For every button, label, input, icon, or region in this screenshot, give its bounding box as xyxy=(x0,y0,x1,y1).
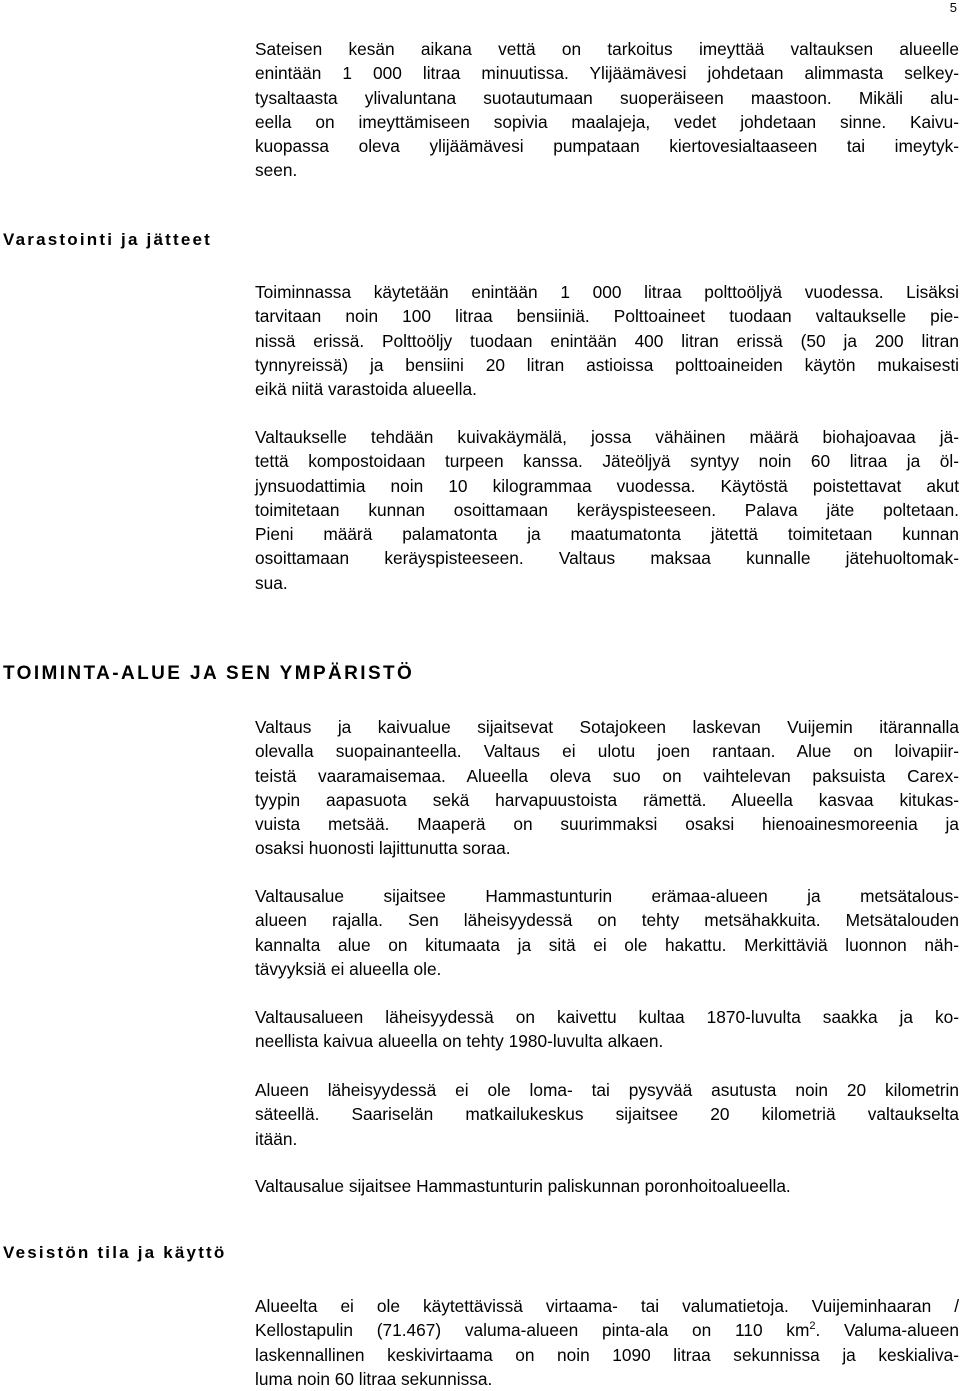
area-paragraph-1 xyxy=(255,715,959,861)
text-line: tävyyksiä ei alueella ole. xyxy=(255,958,442,979)
superscript: 2 xyxy=(809,1320,816,1333)
text-line: kuopassa oleva ylijäämävesi pumpataan kiertovesialtaaseen tai imeytyk- xyxy=(255,136,959,157)
text-line-with-superscript xyxy=(255,1318,959,1342)
text-line: Toiminnassa käytetään enintään 1 000 litraa polttoöljyä vuodessa. Lisäksi xyxy=(255,282,959,302)
area-paragraph-2 xyxy=(255,884,959,981)
text-line: enintään 1 000 litraa minuutissa. Ylijäämävesi johdetaan alimmasta selkey- xyxy=(255,63,959,84)
text-line: Pieni määrä palamatonta ja maatumatonta jätettä toimitetaan kunnan xyxy=(255,524,959,545)
text-line: Alueelta ei ole käytettävissä virtaama- tai valumatietoja. Vuijeminhaaran / xyxy=(255,1296,959,1316)
text-fragment: Kellostapulin (71.467) valuma-alueen pinta-ala on 110 km xyxy=(255,1320,810,1341)
text-line: Valtausalueen läheisyydessä on kaivettu kultaa 1870-luvulta saakka ja ko- xyxy=(255,1007,959,1027)
text-line: tynnyreissä) ja bensiini 20 litran astioissa polttoaineiden käytön mukaisesti xyxy=(255,354,959,375)
text-line: neellista kaivua alueella on tehty 1980-luvulta alkaen. xyxy=(255,1031,664,1052)
text-line: Valtausalue sijaitsee Hammastunturin erämaa-alueen ja metsätalous- xyxy=(255,886,959,906)
text-line: jynsuodattimia noin 10 kilogrammaa vuodessa. Käytöstä poistettavat akut xyxy=(255,475,959,496)
section-heading-operating-area: TOIMINTA-ALUE JA SEN YMPÄRISTÖ xyxy=(3,663,415,684)
area-paragraph-3 xyxy=(255,1005,959,1054)
area-paragraph-5 xyxy=(255,1174,959,1198)
text-line: teistä vaaramaisemaa. Alueella oleva suo on vaihtelevan paksuista Carex- xyxy=(255,765,959,786)
text-line: olevalla suopainanteella. Valtaus ei ulotu joen rantaan. Alue on loivapiir- xyxy=(255,741,959,762)
text-line: Valtaukselle tehdään kuivakäymälä, jossa vähäinen määrä biohajoavaa jä- xyxy=(255,427,959,447)
text-line: Valtaus ja kaivualue sijaitsevat Sotajokeen laskevan Vuijemin itärannalla xyxy=(255,717,959,737)
text-line: vuista metsää. Maaperä on suurimmaksi osaksi hienoainesmoreenia ja xyxy=(255,814,959,835)
text-line: osaksi huonosti lajittunutta soraa. xyxy=(255,838,511,859)
text-line: alueen rajalla. Sen läheisyydessä on tehty metsähakkuita. Metsätalouden xyxy=(255,910,959,931)
text-line: tettä kompostoidaan turpeen kanssa. Jäteöljyä syntyy noin 60 litraa ja öl- xyxy=(255,451,959,472)
intro-paragraph xyxy=(255,37,959,183)
text-line: luma noin 60 litraa sekunnissa. xyxy=(255,1368,493,1389)
text-line: nissä erissä. Polttoöljy tuodaan enintään 400 litran erissä (50 ja 200 litran xyxy=(255,330,959,351)
text-line: seen. xyxy=(255,160,298,181)
page-number: 5 xyxy=(949,0,957,15)
text-line: tarvitaan noin 100 litraa bensiiniä. Polttoaineet tuodaan valtaukselle pie- xyxy=(255,306,959,327)
text-line: kannalta alue on kitumaata ja sitä ei ole hakattu. Merkittäviä luonnon näh- xyxy=(255,934,959,955)
area-paragraph-4 xyxy=(255,1078,959,1151)
text-line: Valtausalue sijaitsee Hammastunturin paliskunnan poronhoitoalueella. xyxy=(255,1176,791,1196)
fuel-paragraph xyxy=(255,280,959,401)
text-line: toimitetaan kunnan osoittamaan keräyspisteeseen. Palava jäte poltetaan. xyxy=(255,499,959,520)
water-paragraph xyxy=(255,1294,959,1391)
waste-paragraph xyxy=(255,425,959,595)
text-line: tyypin aapasuota sekä harvapuustoista rämettä. Alueella kasvaa kitukas- xyxy=(255,789,959,810)
text-line: eella on imeyttämiseen sopivia maalajeja, vedet johdetaan sinne. Kaivu- xyxy=(255,111,959,132)
text-line: sua. xyxy=(255,572,288,593)
text-line: säteellä. Saariselän matkailukeskus sijaitsee 20 kilometriä valtaukselta xyxy=(255,1104,959,1125)
text-line: laskennallinen keskivirtaama on noin 1090 litraa sekunnissa ja keskialiva- xyxy=(255,1344,959,1365)
text-line: osoittamaan keräyspisteeseen. Valtaus maksaa kunnalle jätehuoltomak- xyxy=(255,548,959,569)
text-line: Alueen läheisyydessä ei ole loma- tai pysyvää asutusta noin 20 kilometrin xyxy=(255,1080,959,1100)
text-line: eikä niitä varastoida alueella. xyxy=(255,379,477,400)
text-line: Sateisen kesän aikana vettä on tarkoitus imeyttää valtauksen alueelle xyxy=(255,39,959,59)
section-heading-water: Vesistön tila ja käyttö xyxy=(3,1243,227,1262)
text-fragment: . Valuma-alueen xyxy=(815,1320,959,1341)
text-line: tysaltaasta ylivaluntana suotautumaan suoperäiseen maastoon. Mikäli alu- xyxy=(255,87,959,108)
section-heading-storage: Varastointi ja jätteet xyxy=(3,230,213,249)
text-line: itään. xyxy=(255,1128,298,1149)
